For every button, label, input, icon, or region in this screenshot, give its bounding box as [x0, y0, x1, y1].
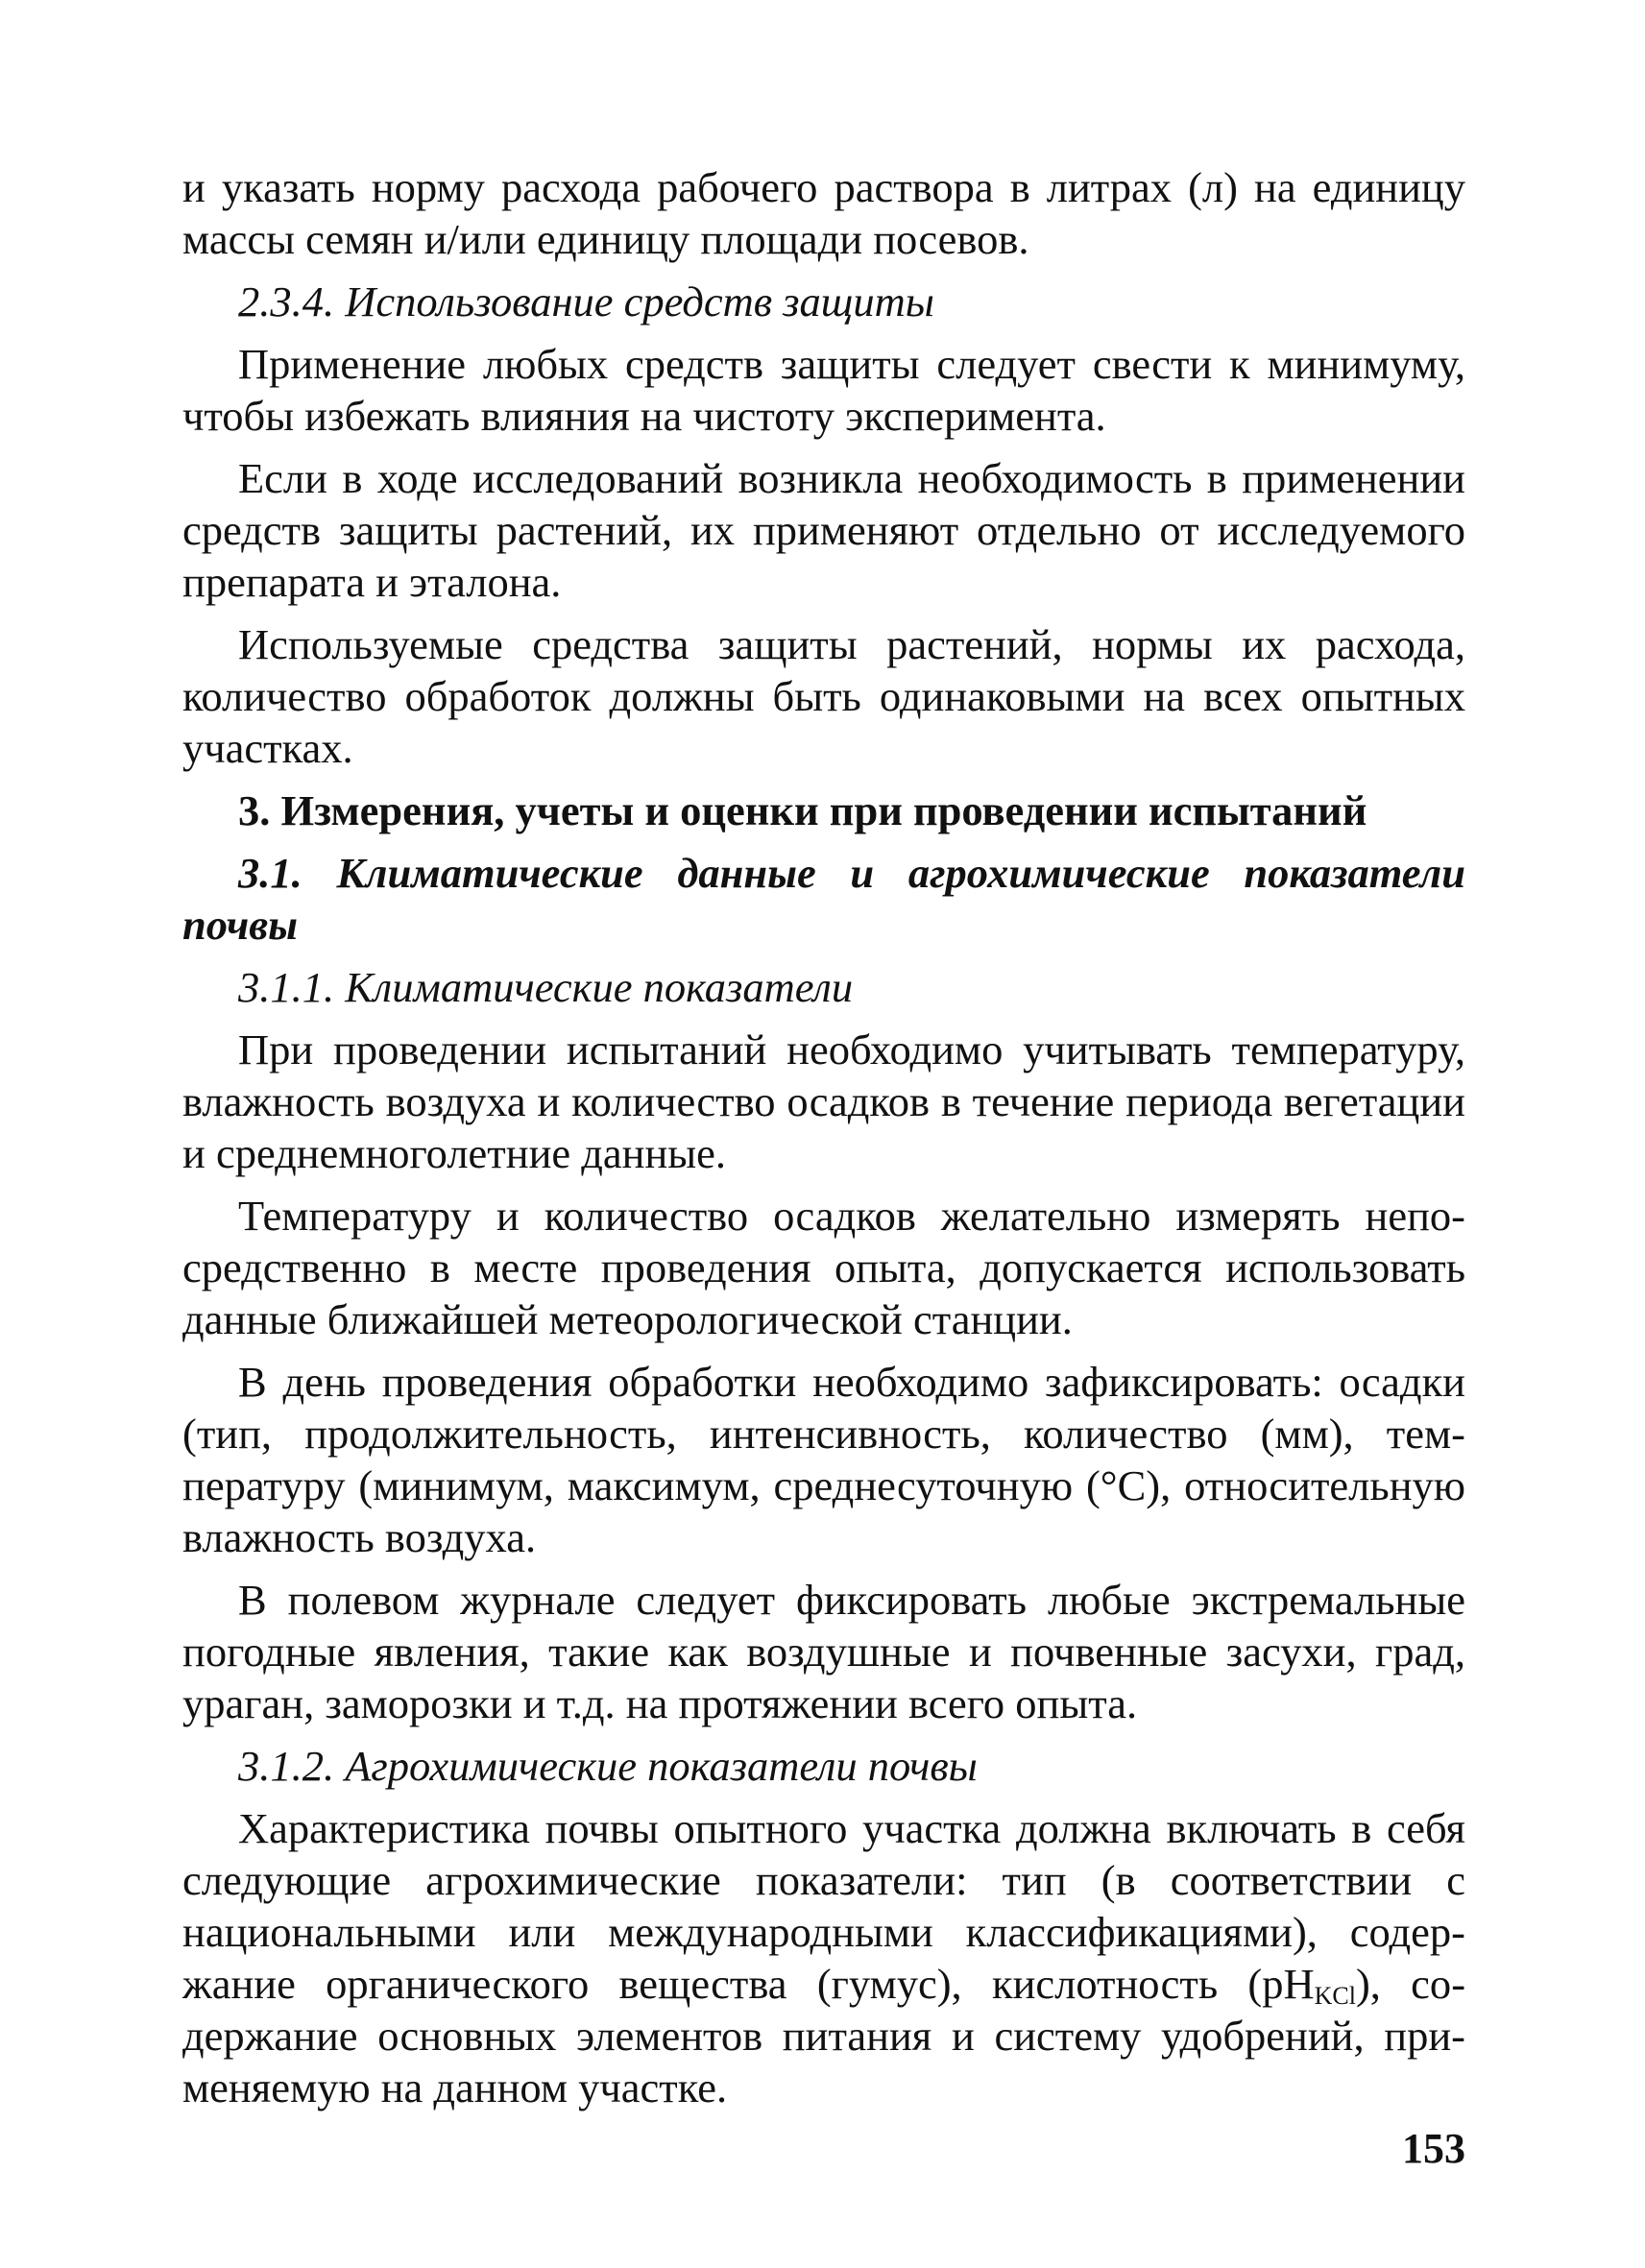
paragraph: Если в ходе исследований возникла необходимость в применении средств защиты растений, их применяют отдельно от исследуемого препарата и эталона.	[182, 454, 1465, 606]
paragraph-soil-characteristics	[182, 1802, 1465, 2113]
section-heading-3-1: 3.1. Климатические данные и агрохимические показатели почвы	[182, 849, 1465, 949]
subscript-kcl: KCl	[1314, 1982, 1356, 2010]
paragraph: Температуру и количество осадков желательно измерять непосредственно в месте проведения опыта, допускается использовать данные ближайшей метеорологической станции.	[182, 1192, 1465, 1343]
text-segment: ), содержание основных элементов питания и систему удобрений, применяемую на данном участке.	[182, 1960, 1466, 2111]
paragraph: В день проведения обработки необходимо зафиксировать: осадки (тип, продолжительность, интенсивность, количество (мм), температуру (минимум, максимум, среднесуточную (°С), относительную влажность воздуха.	[182, 1358, 1465, 1561]
paragraph: Используемые средства защиты растений, нормы их расхода, количество обработок должны быть одинаковыми на всех опытных участках.	[182, 620, 1465, 772]
section-heading-3: 3. Измерения, учеты и оценки при проведении испытаний	[238, 786, 1367, 834]
subsection-heading-2-3-4: 2.3.4. Использование средств защиты	[238, 277, 934, 326]
subsection-heading-3-1-2: 3.1.2. Агрохимические показатели почвы	[238, 1742, 978, 1790]
subsection-heading-3-1-1: 3.1.1. Климатические показатели	[238, 963, 854, 1011]
paragraph-continuation: и указать норму расхода рабочего раствора в литрах (л) на единицу массы семян и/или единицу площади посевов.	[182, 163, 1465, 263]
text-segment: Характеристика почвы опытного участка должна включать в себя следующие агрохимические показатели: тип (в соответствии с национальными или международными классификациями), содержание органического вещества (гумус), кислотность (pH	[182, 1804, 1465, 2008]
paragraph: При проведении испытаний необходимо учитывать температуру, влажность воздуха и количество осадков в течение периода вегетации и среднемноголетние данные.	[182, 1025, 1465, 1177]
page-body	[182, 161, 1465, 2124]
paragraph: В полевом журнале следует фиксировать любые экстремальные погодные явления, такие как воздушные и почвенные засухи, град, ураган, заморозки и т.д. на протяжении всего опыта.	[182, 1576, 1465, 1727]
paragraph: Применение любых средств защиты следует свести к минимуму, чтобы избежать влияния на чистоту эксперимента.	[182, 340, 1465, 440]
page-number: 153	[1402, 2125, 1465, 2172]
